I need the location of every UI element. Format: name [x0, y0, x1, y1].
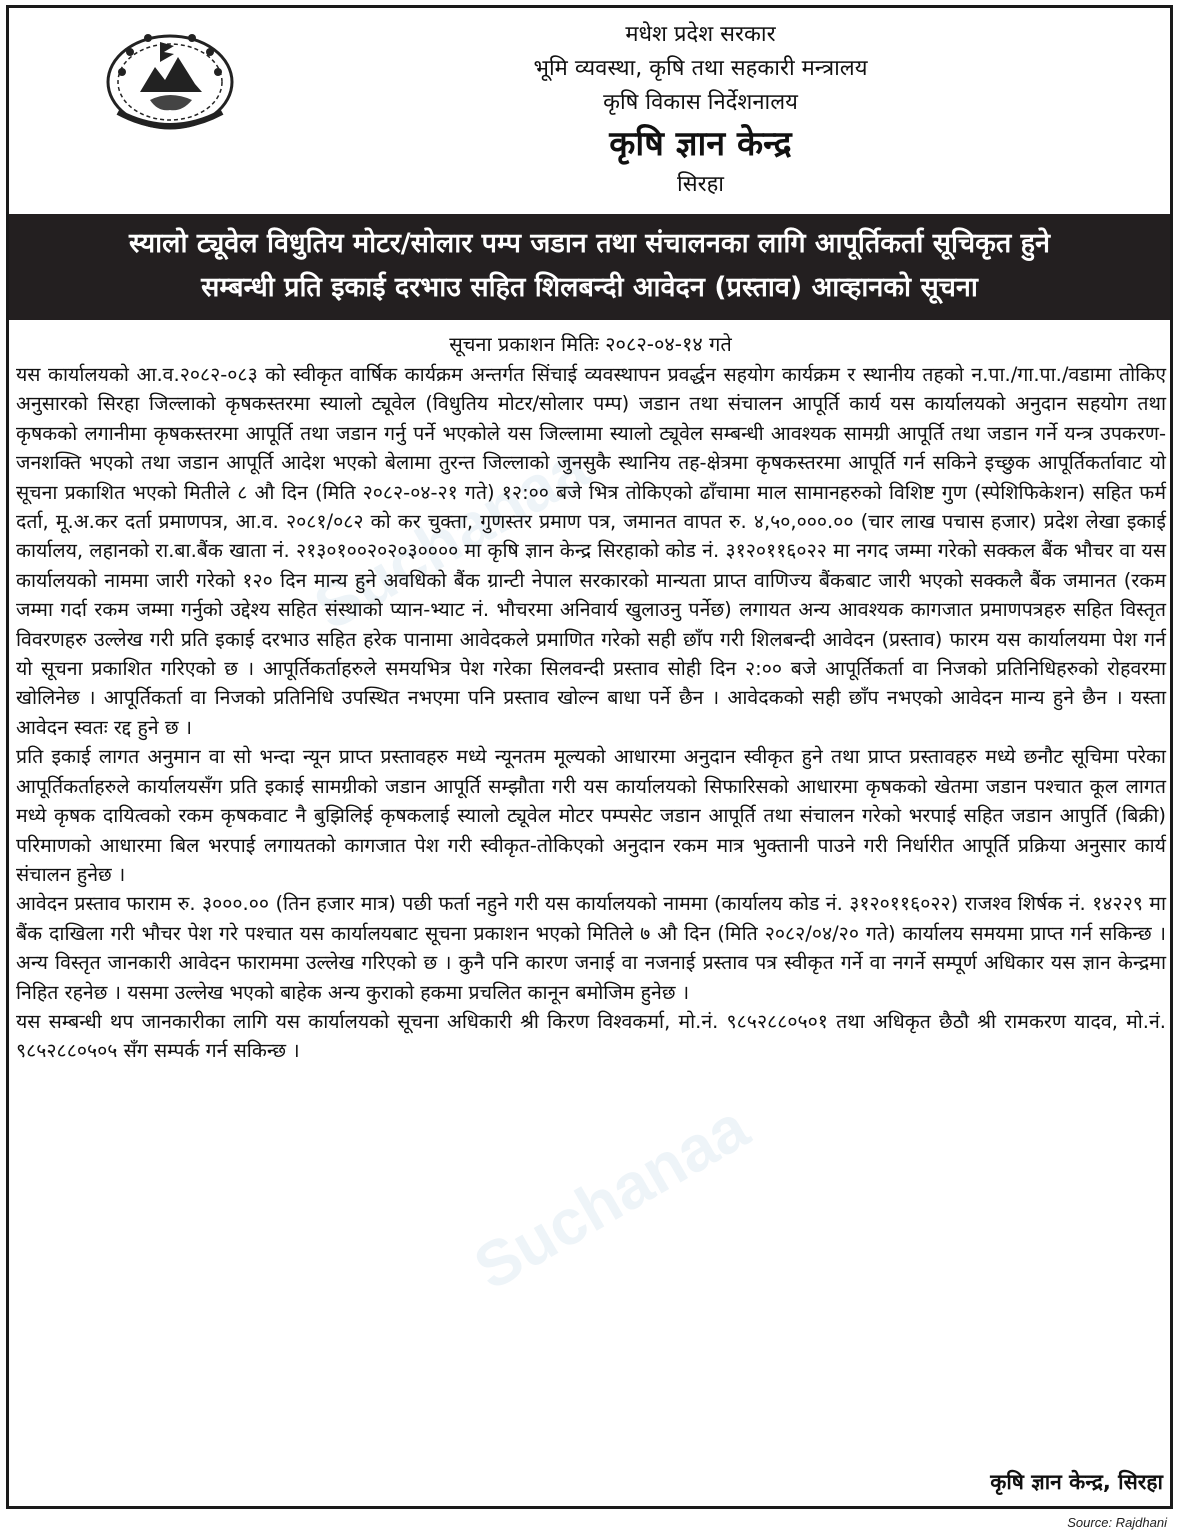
notice-title-banner: [9, 214, 1170, 320]
signature: कृषि ज्ञान केन्द्र, सिरहा: [990, 1470, 1163, 1494]
government-name: मधेश प्रदेश सरकार: [625, 22, 776, 47]
notice-body: [16, 360, 1166, 1066]
directorate-name: कृषि विकास निर्देशनालय: [603, 90, 798, 115]
watermark: Suchanaa: [462, 1090, 761, 1304]
office-name: कृषि ज्ञान केन्द्र: [609, 124, 792, 164]
paragraph: यस कार्यालयको आ.व.२०८२-०८३ को स्वीकृत वार्षिक कार्यक्रम अन्तर्गत सिंचाई व्यवस्थापन प्रवर्द्धन सहयोग कार्यक्रम र स्थानीय तहको न.पा./गा.पा./वडामा तोकिए अनुसारको सिरहा जिल्लाको कृषकस्तरमा स्यालो ट्यूवेल (विधुतिय मोटर/सोलार पम्प) जडान तथा संचालन आपूर्ति कार्य यस कार्यालयको अनुदान सहयोग तथा कृषकको लगानीमा कृषकस्तरमा आपूर्ति तथा जडान गर्नु पर्ने भएकोले यस जिल्लामा स्यालो ट्यूवेल सम्बन्धी आवश्यक सामग्री आपूर्ति तथा जडान गर्ने यन्त्र उपकरण-जनशक्ति भएको तथा जडान आपूर्ति आदेश भएको बेलामा तुरन्त जिल्लाको जुनसुकै स्थानिय तह-क्षेत्रमा कृषकस्तरमा आपूर्ति गर्न सकिने इच्छुक आपूर्तिकर्तावाट यो सूचना प्रकाशित भएको मितीले ८ औ दिन (मिति २०८२-०४-२१ गते) १२:०० बजे भित्र तोकिएको ढाँचामा माल सामानहरुको विशिष्ट गुण (स्पेशिफिकेशन) सहित फर्म दर्ता, मू.अ.कर दर्ता प्रमाणपत्र, आ.व. २०८१/०८२ को कर चुक्ता, गुणस्तर प्रमाण पत्र, जमानत वापत रु. ४,५०,०००.०० (चार लाख पचास हजार) प्रदेश लेखा इकाई कार्यालय, लहानको रा.बा.बैंक खाता नं. २१३०१००२०२०३०००० मा कृषि ज्ञान केन्द्र सिरहाको कोड नं. ३१२०११६०२२ मा नगद जम्मा गरेको सक्कल बैंक भौचर वा यस कार्यालयको नाममा जारी गरेको १२० दिन मान्य हुने अवधिको बैंक ग्रान्टी नेपाल सरकारको मान्यता प्राप्त वाणिज्य बैंकबाट जारी भएको सक्कलै बैंक जमानत (रकम जम्मा गर्दा रकम जम्मा गर्नुको उद्देश्य सहित संस्थाको प्यान-भ्याट नं. भौचरमा अनिवार्य खुलाउनु पर्नेछ) लगायत अन्य आवश्यक कागजात प्रमाणपत्रहरु सहित विस्तृत विवरणहरु उल्लेख गरी प्रति इकाई दरभाउ सहित हरेक पानामा आवेदकले प्रमाणित गरेको सही छाँप गरी शिलबन्दी आवेदन (प्रस्ताव) फारम यस कार्यालयमा पेश गर्न यो सूचना प्रकाशित गरिएको छ । आपूर्तिकर्ताहरुले समयभित्र पेश गरेका सिलवन्दी प्रस्ताव सोही दिन २:०० बजे आपूर्तिकर्ता वा निजको प्रतिनिधिहरुको रोहवरमा खोलिनेछ । आपूर्तिकर्ता वा निजको प्रतिनिधि उपस्थित नभएमा पनि प्रस्ताव खोल्न बाधा पर्ने छैन । आवेदकको सही छाँप नभएको आवेदन मान्य हुने छैन । यस्ता आवेदन स्वतः रद्द हुने छ ।: [16, 363, 1166, 739]
government-emblem-icon: [100, 22, 240, 134]
paragraph: आवेदन प्रस्ताव फाराम रु. ३०००.०० (तिन हजार मात्र) पछी फर्ता नहुने गरी यस कार्यालयको नाममा (कार्यालय कोड नं. ३१२०११६०२२) राजश्व शिर्षक नं. १४२२९ मा बैंक दाखिला गरी भौचर पेश गरे पश्चात यस कार्यालयबाट सूचना प्रकाशन भएको मितिले ७ औ दिन (मिति २०८२/०४/२० गते) कार्यालय समयमा प्राप्त गर्न सकिन्छ । अन्य विस्तृत जानकारी आवेदन फाराममा उल्लेख गरिएको छ । कुनै पनि कारण जनाई वा नजनाई प्रस्ताव पत्र स्वीकृत गर्ने वा नगर्ने सम्पूर्ण अधिकार यस ज्ञान केन्द्रमा निहित रहनेछ । यसमा उल्लेख भएको बाहेक अन्य कुराको हकमा प्रचलित कानून बमोजिम हुनेछ ।: [16, 892, 1166, 1004]
paragraph: प्रति इकाई लागत अनुमान वा सो भन्दा न्यून प्राप्त प्रस्तावहरु मध्ये न्यूनतम मूल्यको आधारमा अनुदान स्वीकृत हुने तथा प्राप्त प्रस्तावहरु मध्ये छनौट सूचिमा परेका आपूर्तिकर्ताहरुले कार्यालयसँग प्रति इकाई सामग्रीको जडान आपूर्ति सम्झौता गरी यस कार्यालयको सिफारिसको आधारमा कृषकको खेतमा जडान पश्चात कूल लागत मध्ये कृषक दायित्वको रकम कृषकवाट नै बुझिलिई कृषकलाई स्यालो ट्यूवेल मोटर पम्पसेट जडान आपूर्ति तथा संचालन गरेको भरपाई सहित जडान आपुर्ति (बिक्री) परिमाणको आधारमा बिल भरपाई लगायतको कागजात पेश गरी स्वीकृत-तोकिएको अनुदान रकम मात्र भुक्तानी पाउने गरी निर्धारीत आपूर्ति प्रक्रिया अनुसार कार्य संचालन हुनेछ ।: [16, 745, 1166, 886]
source-credit: Source: Rajdhani: [1067, 1515, 1167, 1530]
letterhead: [230, 18, 1171, 202]
notice-title-line-1: स्यालो ट्यूवेल विधुतिय मोटर/सोलार पम्प जडान तथा संचालनका लागि आपूर्तिकर्ता सूचिकृत हुने: [128, 228, 1051, 259]
notice-title-line-2: सम्बन्धी प्रति इकाई दरभाउ सहित शिलबन्दी आवेदन (प्रस्ताव) आव्हानको सूचना: [201, 272, 978, 303]
watermark: Suchanaa: [302, 430, 601, 644]
ministry-name: भूमि व्यवस्था, कृषि तथा सहकारी मन्त्रालय: [533, 56, 868, 81]
publication-date: सूचना प्रकाशन मितिः २०८२-०४-१४ गते: [449, 332, 732, 356]
district-name: सिरहा: [677, 172, 724, 197]
paragraph: यस सम्बन्धी थप जानकारीका लागि यस कार्यालयको सूचना अधिकारी श्री किरण विश्वकर्मा, मो.नं. ९८५२८८०५०१ तथा अधिकृत छैठौ श्री रामकरण यादव, मो.नं. ९८५२८८०५०५ सँग सम्पर्क गर्न सकिन्छ ।: [16, 1009, 1166, 1063]
